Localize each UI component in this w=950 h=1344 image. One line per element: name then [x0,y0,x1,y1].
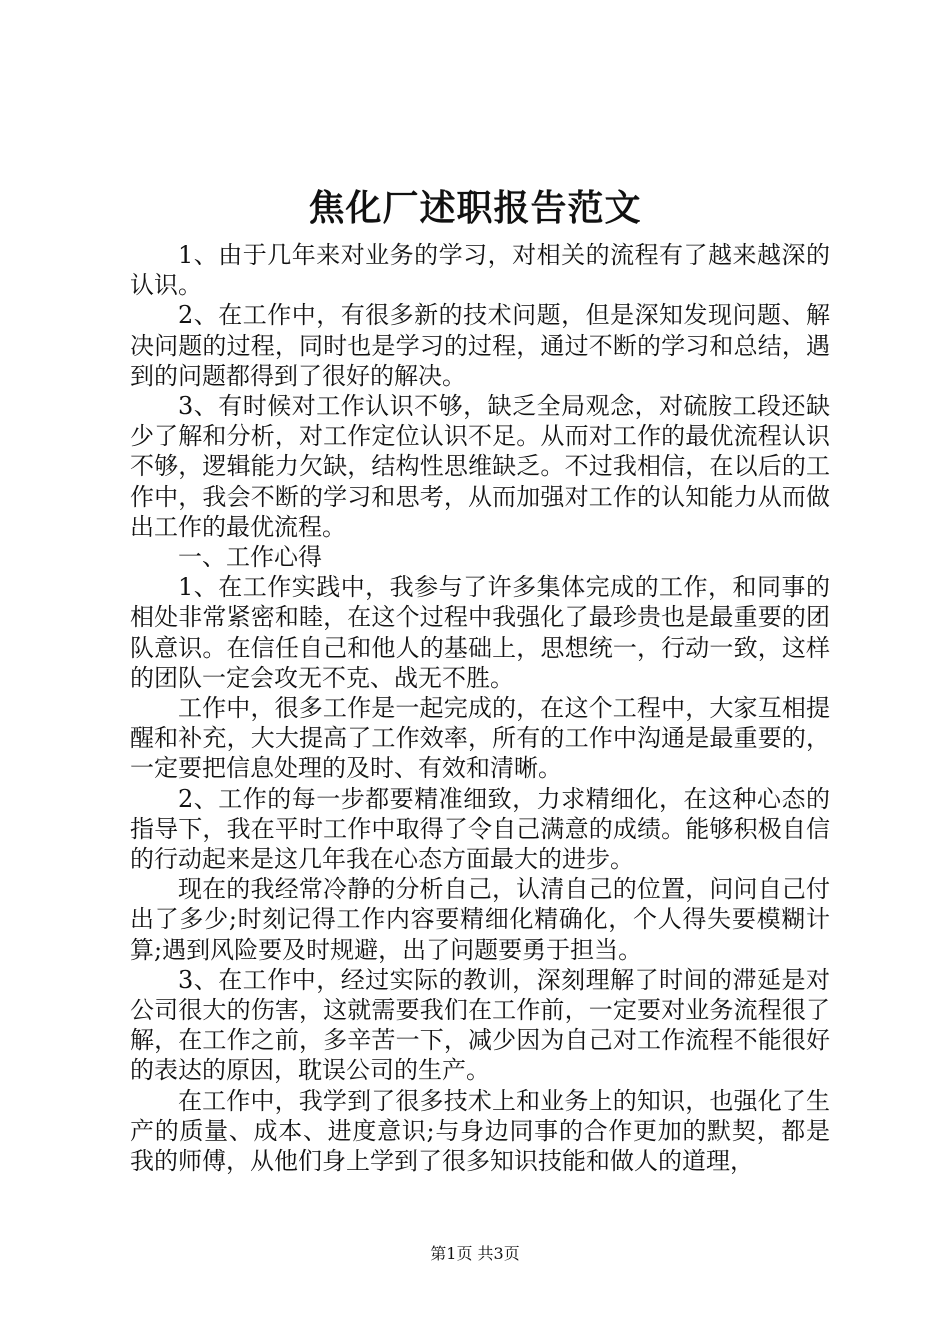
paragraph-1: 1、由于几年来对业务的学习，对相关的流程有了越来越深的认识。 [130,241,830,300]
paragraph-7: 2、工作的每一步都要精准细致，力求精细化，在这种心态的指导下，我在平时工作中取得了令自己满意的成绩。能够积极自信的行动起来是这几年我在心态方面最大的进步。 [130,784,830,874]
section-heading-work-experience: 一、工作心得 [178,543,322,572]
page-number-footer: 第1页 共3页 [430,1244,520,1263]
paragraph-5: 1、在工作实践中，我参与了许多集体完成的工作，和同事的相处非常紧密和睦，在这个过程中我强化了最珍贵也是最重要的团队意识。在信任自己和他人的基础上，思想统一，行动一致，这样的团队一定会攻无不克、战无不胜。 [130,573,830,692]
document-body [130,240,830,1176]
paragraph-6: 工作中，很多工作是一起完成的，在这个工程中，大家互相提醒和补充，大大提高了工作效率，所有的工作中沟通是最重要的，一定要把信息处理的及时、有效和清晰。 [130,694,830,783]
paragraph-8: 现在的我经常冷静的分析自己，认清自己的位置，问问自己付出了多少;时刻记得工作内容要精细化精确化，个人得失要模糊计算;遇到风险要及时规避，出了问题要勇于担当。 [130,875,830,964]
paragraph-9: 3、在工作中，经过实际的教训，深刻理解了时间的滞延是对公司很大的伤害，这就需要我们在工作前，一定要对业务流程很了解，在工作之前，多辛苦一下，减少因为自己对工作流程不能很好的表达的原因，耽误公司的生产。 [130,965,830,1085]
paragraph-2: 2、在工作中，有很多新的技术问题，但是深知发现问题、解决问题的过程，同时也是学习的过程，通过不断的学习和总结，遇到的问题都得到了很好的解决。 [130,301,830,390]
paragraph-10: 在工作中，我学到了很多技术上和业务上的知识，也强化了生产的质量、成本、进度意识;与身边同事的合作更加的默契，都是我的师傅，从他们身上学到了很多知识技能和做人的道理， [130,1086,830,1176]
paragraph-3: 3、有时候对工作认识不够，缺乏全局观念，对硫胺工段还缺少了解和分析，对工作定位认识不足。从而对工作的最优流程认识不够，逻辑能力欠缺，结构性思维缺乏。不过我相信，在以后的工作中，我会不断的学习和思考，从而加强对工作的认知能力从而做出工作的最优流程。 [130,392,830,541]
document-title: 焦化厂述职报告范文 [308,187,642,229]
